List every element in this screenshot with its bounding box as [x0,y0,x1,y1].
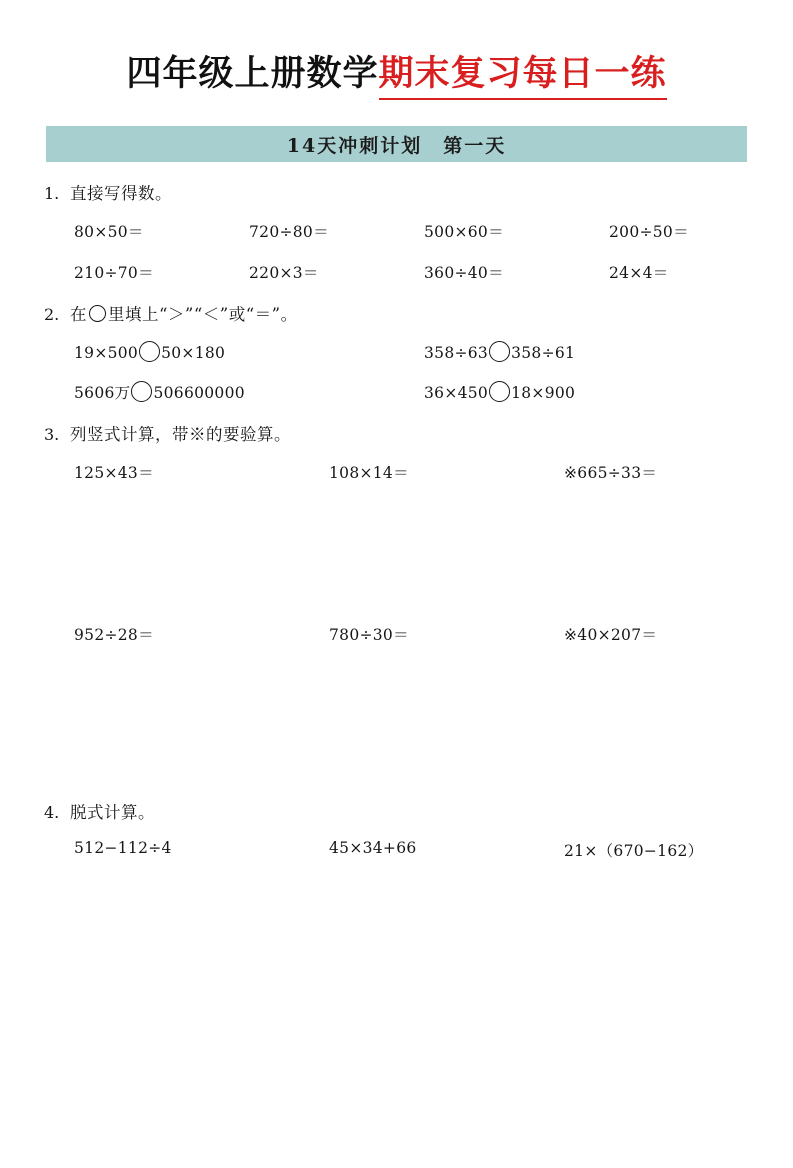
expression: 780÷30＝ [329,626,409,644]
question-1-title: 直接写得数。 [70,184,172,203]
comparison-item [74,341,424,362]
expression: 500×60＝ [424,223,504,241]
question-1-heading [44,180,749,204]
circle-blank-icon[interactable] [131,381,152,402]
expression: 125×43＝ [74,464,154,482]
question-3-number: 3. [44,425,60,444]
comparison-item [74,381,424,403]
comparison-left: 358÷63 [424,344,489,362]
question-2-number: 2. [44,305,60,324]
question-2-row-2 [74,381,749,403]
question-2-row-1 [74,341,749,362]
comparison-left: 36×450 [424,384,489,402]
question-4-title: 脱式计算。 [70,803,155,822]
worksheet-page [0,46,793,1168]
work-space-area [44,645,749,795]
circle-blank-icon [89,305,106,322]
expression: 210÷70＝ [74,264,154,282]
expression: 952÷28＝ [74,626,154,644]
circle-blank-icon[interactable] [139,341,160,362]
question-4-heading [44,799,749,823]
question-2 [44,301,749,403]
expression: 80×50＝ [74,223,144,241]
expression: 360÷40＝ [424,264,504,282]
page-title [44,46,749,100]
title-red-part: 期末复习每日一练 [379,46,667,100]
question-3-row-1 [74,461,749,483]
title-black-part: 四年级上册数学 [126,53,379,94]
circle-blank-icon[interactable] [489,381,510,402]
expression: 108×14＝ [329,464,409,482]
question-1-number: 1. [44,184,60,203]
expression: 21×（670−162） [564,842,704,860]
circle-blank-icon[interactable] [489,341,510,362]
question-2-title-after: 里填上“＞”“＜”或“＝”。 [108,305,298,324]
expression: ※665÷33＝ [564,464,658,482]
comparison-item [424,341,749,362]
question-2-title-before: 在 [70,305,87,324]
expression: 220×3＝ [249,264,319,282]
expression: 24×4＝ [609,264,669,282]
comparison-item [424,381,749,403]
question-1-row-1 [74,220,749,242]
comparison-right: 18×900 [511,384,576,402]
comparison-right: 358÷61 [511,344,576,362]
expression: ※40×207＝ [564,626,658,644]
question-3 [44,421,749,795]
expression: 200÷50＝ [609,223,689,241]
expression: 45×34+66 [329,839,417,857]
question-1-row-2 [74,261,749,283]
expression: 512−112÷4 [74,839,172,857]
question-4-number: 4. [44,803,60,822]
question-4-row-1 [74,839,749,861]
plan-banner [46,126,747,162]
work-space-area [44,483,749,623]
expression: 720÷80＝ [249,223,329,241]
question-1 [44,180,749,283]
plan-banner-text: 14天冲刺计划 第一天 [286,134,507,157]
comparison-right: 506600000 [153,384,245,402]
comparison-right: 50×180 [161,344,226,362]
comparison-left: 5606万 [74,384,131,402]
question-3-heading [44,421,749,445]
question-2-title [70,301,298,325]
comparison-left: 19×500 [74,344,139,362]
question-3-title: 列竖式计算，带※的要验算。 [70,425,291,444]
question-4 [44,799,749,861]
question-2-heading [44,301,749,325]
question-3-row-2 [74,623,749,645]
